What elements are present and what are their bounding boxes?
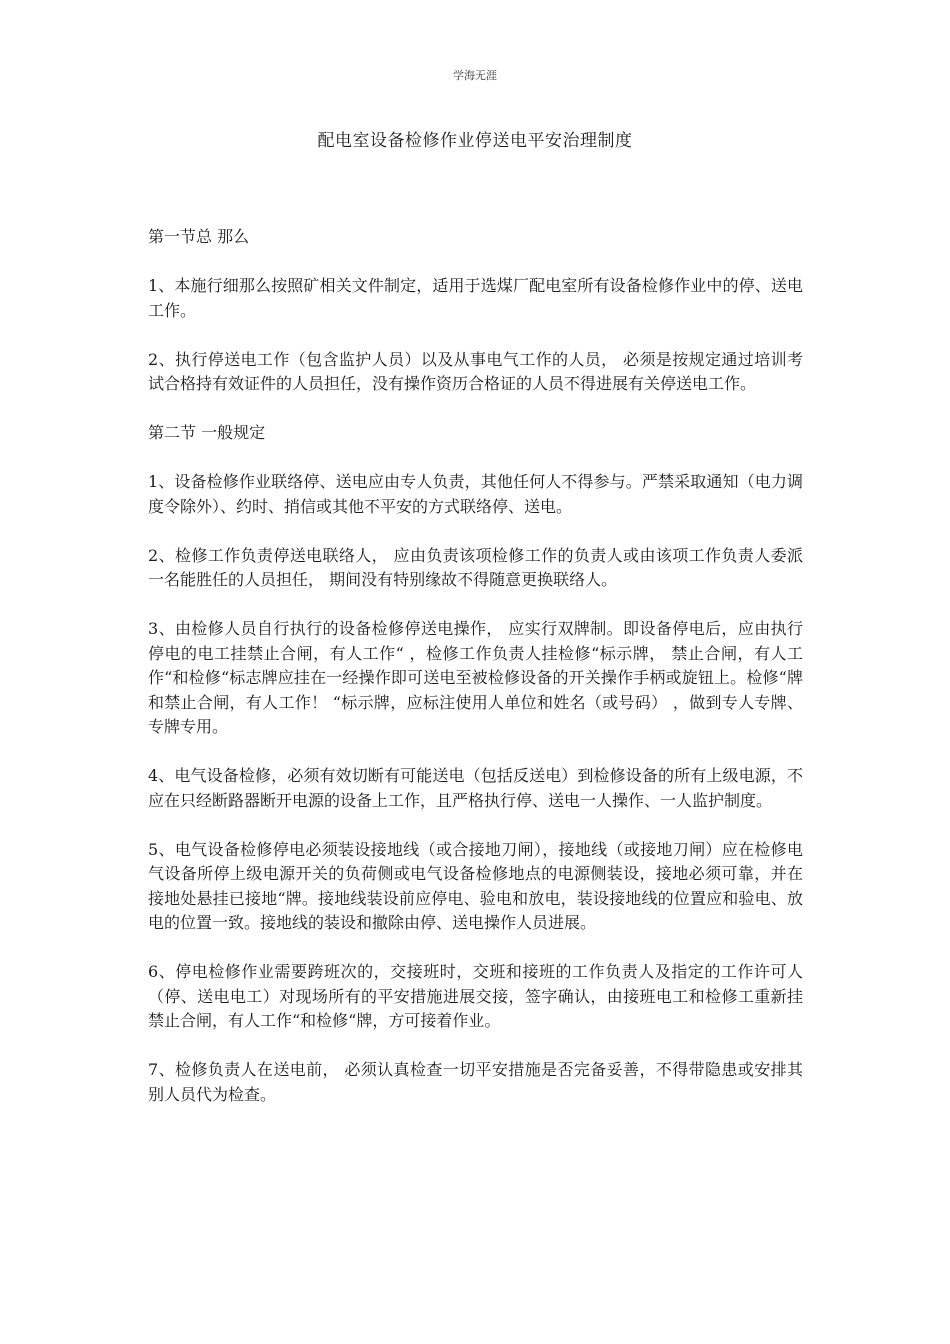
- paragraph: 1、设备检修作业联络停、送电应由专人负责，其他任何人不得参与。严禁采取通知（电力调度令除外）、约时、捎信或其他不平安的方式联络停、送电。: [148, 472, 803, 516]
- paragraph: 2、检修工作负责停送电联络人， 应由负责该项检修工作的负责人或由该项工作负责人委派一名能胜任的人员担任， 期间没有特别缘故不得随意更换联络人。: [148, 545, 803, 589]
- section-heading-2: 第二节 一般规定: [148, 423, 266, 442]
- document-title: 配电室设备检修作业停送电平安治理制度: [317, 131, 633, 151]
- paragraph: 3、由检修人员自行执行的设备检修停送电操作， 应实行双牌制。即设备停电后，应由执行停电的电工挂禁止合闸，有人工作“ ，检修工作负责人挂检修“标示牌， 禁止合闸，有人工作“和检修“标志牌应挂在一经操作即可送电至被检修设备的开关操作手柄或旋钮上。检修“牌和禁止合闸，有人工作！ “标示牌，应标注使用人单位和姓名（或号码） ，做到专人专牌、专牌专用。: [148, 619, 803, 736]
- document-body: [148, 225, 803, 1132]
- paragraph: 4、电气设备检修，必须有效切断有可能送电（包括反送电）到检修设备的所有上级电源，不应在只经断路器断开电源的设备上工作，且严格执行停、送电一人操作、一人监护制度。: [148, 766, 803, 810]
- paragraph: 2、执行停送电工作（包含监护人员）以及从事电气工作的人员， 必须是按规定通过培训考试合格持有效证件的人员担任，没有操作资历合格证的人员不得进展有关停送电工作。: [148, 349, 803, 393]
- section-heading-1: 第一节总 那么: [148, 227, 250, 246]
- paragraph: 5、电气设备检修停电必须装设接地线（或合接地刀闸），接地线（或接地刀闸）应在检修电气设备所停上级电源开关的负荷侧或电气设备检修地点的电源侧装设，接地必须可靠，并在接地处悬挂已接地“牌。接地线装设前应停电、验电和放电，装设接地线的位置应和验电、放电的位置一致。接地线的装设和撤除由停、送电操作人员进展。: [148, 839, 803, 932]
- paragraph: 1、本施行细那么按照矿相关文件制定，适用于选煤厂配电室所有设备检修作业中的停、送电工作。: [148, 276, 803, 320]
- paragraph: 6、停电检修作业需要跨班次的，交接班时，交班和接班的工作负责人及指定的工作许可人（停、送电电工）对现场所有的平安措施进展交接，签字确认，由接班电工和检修工重新挂 禁止合闸，有人工作“和检修“牌，方可接着作业。: [148, 962, 803, 1030]
- page-header: 学海无涯: [453, 69, 497, 82]
- paragraph: 7、检修负责人在送电前， 必须认真检查一切平安措施是否完备妥善，不得带隐患或安排其别人员代为检查。: [148, 1060, 803, 1104]
